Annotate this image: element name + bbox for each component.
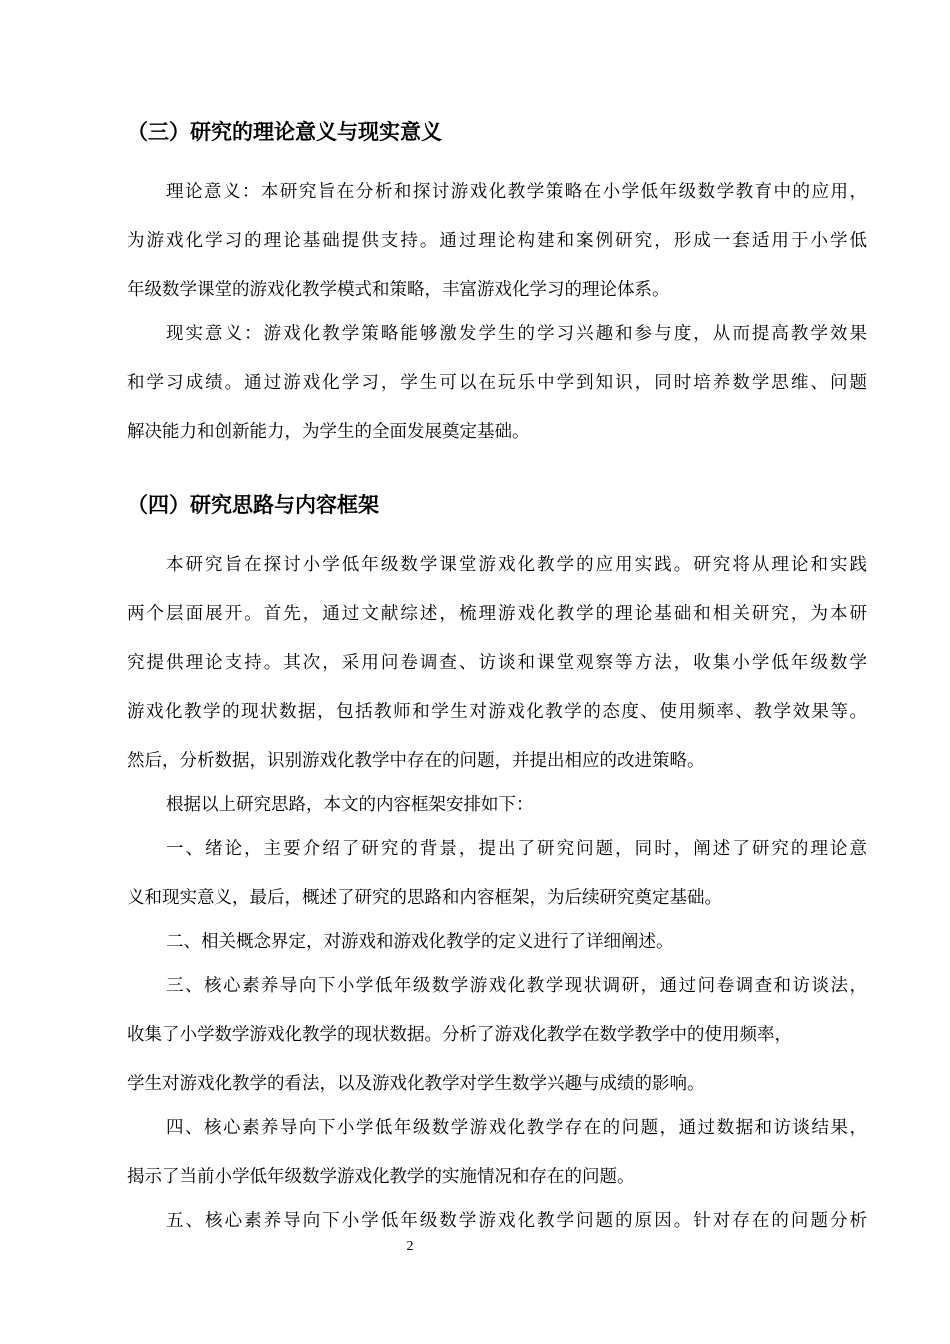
paragraph-line: 三、核心素养导向下小学低年级数学游戏化教学现状调研，通过问卷调查和访谈法， — [166, 976, 867, 996]
section-heading-3: （三）研究的理论意义与现实意义 — [127, 120, 442, 144]
paragraph-line: 四、核心素养导向下小学低年级数学游戏化教学存在的问题，通过数据和访谈结果， — [166, 1118, 867, 1138]
paragraph-line: 年级数学课堂的游戏化教学模式和策略，丰富游戏化学习的理论体系。 — [127, 280, 670, 300]
paragraph-line: 和学习成绩。通过游戏化学习，学生可以在玩乐中学到知识，同时培养数学思维、问题 — [127, 373, 867, 393]
page-number: 2 — [406, 1239, 414, 1254]
paragraph-line: 揭示了当前小学低年级数学游戏化教学的实施情况和存在的问题。 — [127, 1167, 635, 1187]
paragraph-line: 二、相关概念界定，对游戏和游戏化教学的定义进行了详细阐述。 — [166, 932, 674, 952]
paragraph-line: 义和现实意义，最后，概述了研究的思路和内容框架，为后续研究奠定基础。 — [127, 888, 722, 908]
paragraph-line: 究提供理论支持。其次，采用问卷调查、访谈和课堂观察等方法，收集小学低年级数学 — [127, 653, 867, 673]
paragraph-line: 游戏化教学的现状数据，包括教师和学生对游戏化教学的态度、使用频率、教学效果等。 — [127, 702, 867, 722]
paragraph-line: 本研究旨在探讨小学低年级数学课堂游戏化教学的应用实践。研究将从理论和实践 — [166, 555, 867, 575]
paragraph-line: 根据以上研究思路，本文的内容框架安排如下： — [166, 795, 534, 815]
paragraph-line: 一、绪论，主要介绍了研究的背景，提出了研究问题，同时，阐述了研究的理论意 — [166, 839, 867, 859]
paragraph-line: 两个层面展开。首先，通过文献综述，梳理游戏化教学的理论基础和相关研究，为本研 — [127, 604, 867, 624]
paragraph-line: 五、核心素养导向下小学低年级数学游戏化教学问题的原因。针对存在的问题分析 — [166, 1211, 867, 1231]
paragraph-line: 学生对游戏化教学的看法，以及游戏化教学对学生数学兴趣与成绩的影响。 — [127, 1074, 705, 1094]
paragraph-line: 然后，分析数据，识别游戏化教学中存在的问题，并提出相应的改进策略。 — [127, 751, 705, 771]
section-heading-4: （四）研究思路与内容框架 — [127, 493, 379, 517]
paragraph-line: 现实意义：游戏化教学策略能够激发学生的学习兴趣和参与度，从而提高教学效果 — [166, 324, 867, 344]
paragraph-line: 收集了小学数学游戏化教学的现状数据。分析了游戏化教学在数学教学中的使用频率， — [127, 1025, 792, 1045]
paragraph-line: 为游戏化学习的理论基础提供支持。通过理论构建和案例研究，形成一套适用于小学低 — [127, 231, 867, 251]
paragraph-line: 解决能力和创新能力，为学生的全面发展奠定基础。 — [127, 422, 530, 442]
paragraph-line: 理论意义：本研究旨在分析和探讨游戏化教学策略在小学低年级数学教育中的应用， — [166, 182, 867, 202]
